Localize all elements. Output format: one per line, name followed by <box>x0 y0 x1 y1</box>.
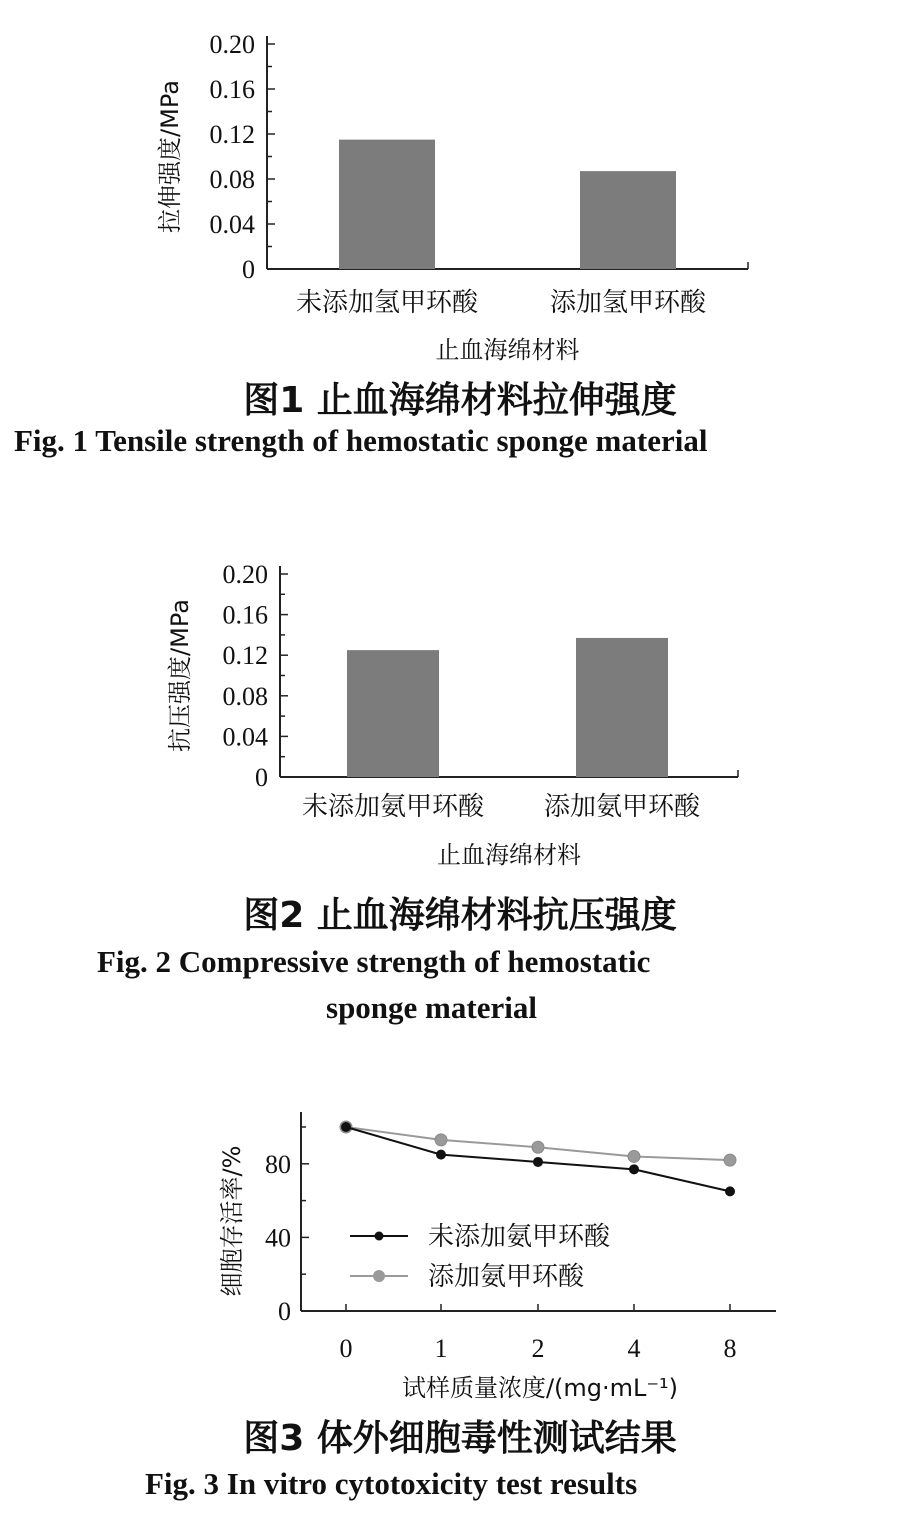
chart1-y-tick-label: 0.12 <box>209 120 255 149</box>
fig2-caption-zh: 图2 止血海绵材料抗压强度 <box>243 895 677 936</box>
chart2-bar <box>347 650 439 777</box>
chart3-y-axis-title: 细胞存活率/% <box>218 1145 246 1297</box>
fig2-caption-en-line2: sponge material <box>326 990 537 1025</box>
chart3-legend-label: 添加氨甲环酸 <box>428 1262 585 1292</box>
fig1-caption-zh: 图1 止血海绵材料拉伸强度 <box>243 380 677 421</box>
chart3-x-axis-title: 试样质量浓度/(mg·mL⁻¹) <box>401 1374 679 1402</box>
chart3-legend-marker <box>373 1270 385 1282</box>
chart3-x-tick-label: 8 <box>723 1334 737 1363</box>
chart2-y-axis-title: 抗压强度/MPa <box>166 599 194 752</box>
fig3-caption-zh: 图3 体外细胞毒性测试结果 <box>243 1418 677 1459</box>
chart2-y-tick-label: 0.04 <box>222 722 268 752</box>
chart3-y-tick-label: 80 <box>265 1149 291 1179</box>
chart1-y-tick-label: 0 <box>242 255 255 284</box>
chart3-legend-marker <box>375 1232 384 1241</box>
chart3-x-tick-label: 0 <box>339 1334 353 1363</box>
chart3-y-tick-label: 40 <box>265 1223 291 1253</box>
chart3-data-point <box>534 1157 543 1166</box>
chart2-category-label: 未添加氨甲环酸 <box>301 792 485 822</box>
chart2-y-tick-label: 0 <box>255 763 268 792</box>
chart3-data-point <box>628 1150 640 1162</box>
chart3-x-tick-label: 4 <box>627 1334 641 1363</box>
chart3-y-tick-label: 0 <box>278 1297 291 1326</box>
fig2-caption-en-line1: Fig. 2 Compressive strength of hemostatic <box>97 944 651 979</box>
chart3-data-point <box>724 1154 736 1166</box>
chart2-y-tick-label: 0.12 <box>222 641 268 671</box>
chart3-legend-label: 未添加氨甲环酸 <box>428 1222 611 1252</box>
chart3-data-point <box>726 1187 735 1196</box>
chart3-data-point <box>437 1150 446 1159</box>
chart3-data-point <box>630 1165 639 1174</box>
chart1-y-tick-label: 0.16 <box>209 75 255 104</box>
chart3-data-point <box>435 1134 447 1146</box>
chart2-y-tick-label: 0.20 <box>222 560 268 589</box>
chart1-y-tick-label: 0.20 <box>209 30 255 59</box>
chart2-category-label: 添加氨甲环酸 <box>543 792 701 822</box>
chart2-x-axis-title: 止血海绵材料 <box>437 841 581 869</box>
chart2-bar <box>576 638 668 777</box>
chart3-x-tick-label: 1 <box>434 1334 448 1363</box>
chart2-y-tick-label: 0.08 <box>222 681 268 711</box>
chart3-data-point <box>532 1141 544 1153</box>
chart1-y-axis-title: 拉伸强度/MPa <box>156 80 184 233</box>
chart1-bar <box>339 140 435 269</box>
chart3-data-point <box>342 1123 351 1132</box>
chart1-x-axis-title: 止血海绵材料 <box>435 336 580 364</box>
fig1-caption-en: Fig. 1 Tensile strength of hemostatic sponge material <box>14 423 708 458</box>
chart1-category-label: 添加氢甲环酸 <box>549 288 707 318</box>
chart1-y-tick-label: 0.08 <box>209 165 255 194</box>
chart3-x-tick-label: 2 <box>531 1334 545 1363</box>
chart2-y-tick-label: 0.16 <box>222 600 268 630</box>
chart1-y-tick-label: 0.04 <box>209 210 255 239</box>
chart1-category-label: 未添加氢甲环酸 <box>295 288 479 318</box>
fig3-caption-en: Fig. 3 In vitro cytotoxicity test results <box>145 1466 638 1501</box>
chart1-bar <box>580 171 676 269</box>
